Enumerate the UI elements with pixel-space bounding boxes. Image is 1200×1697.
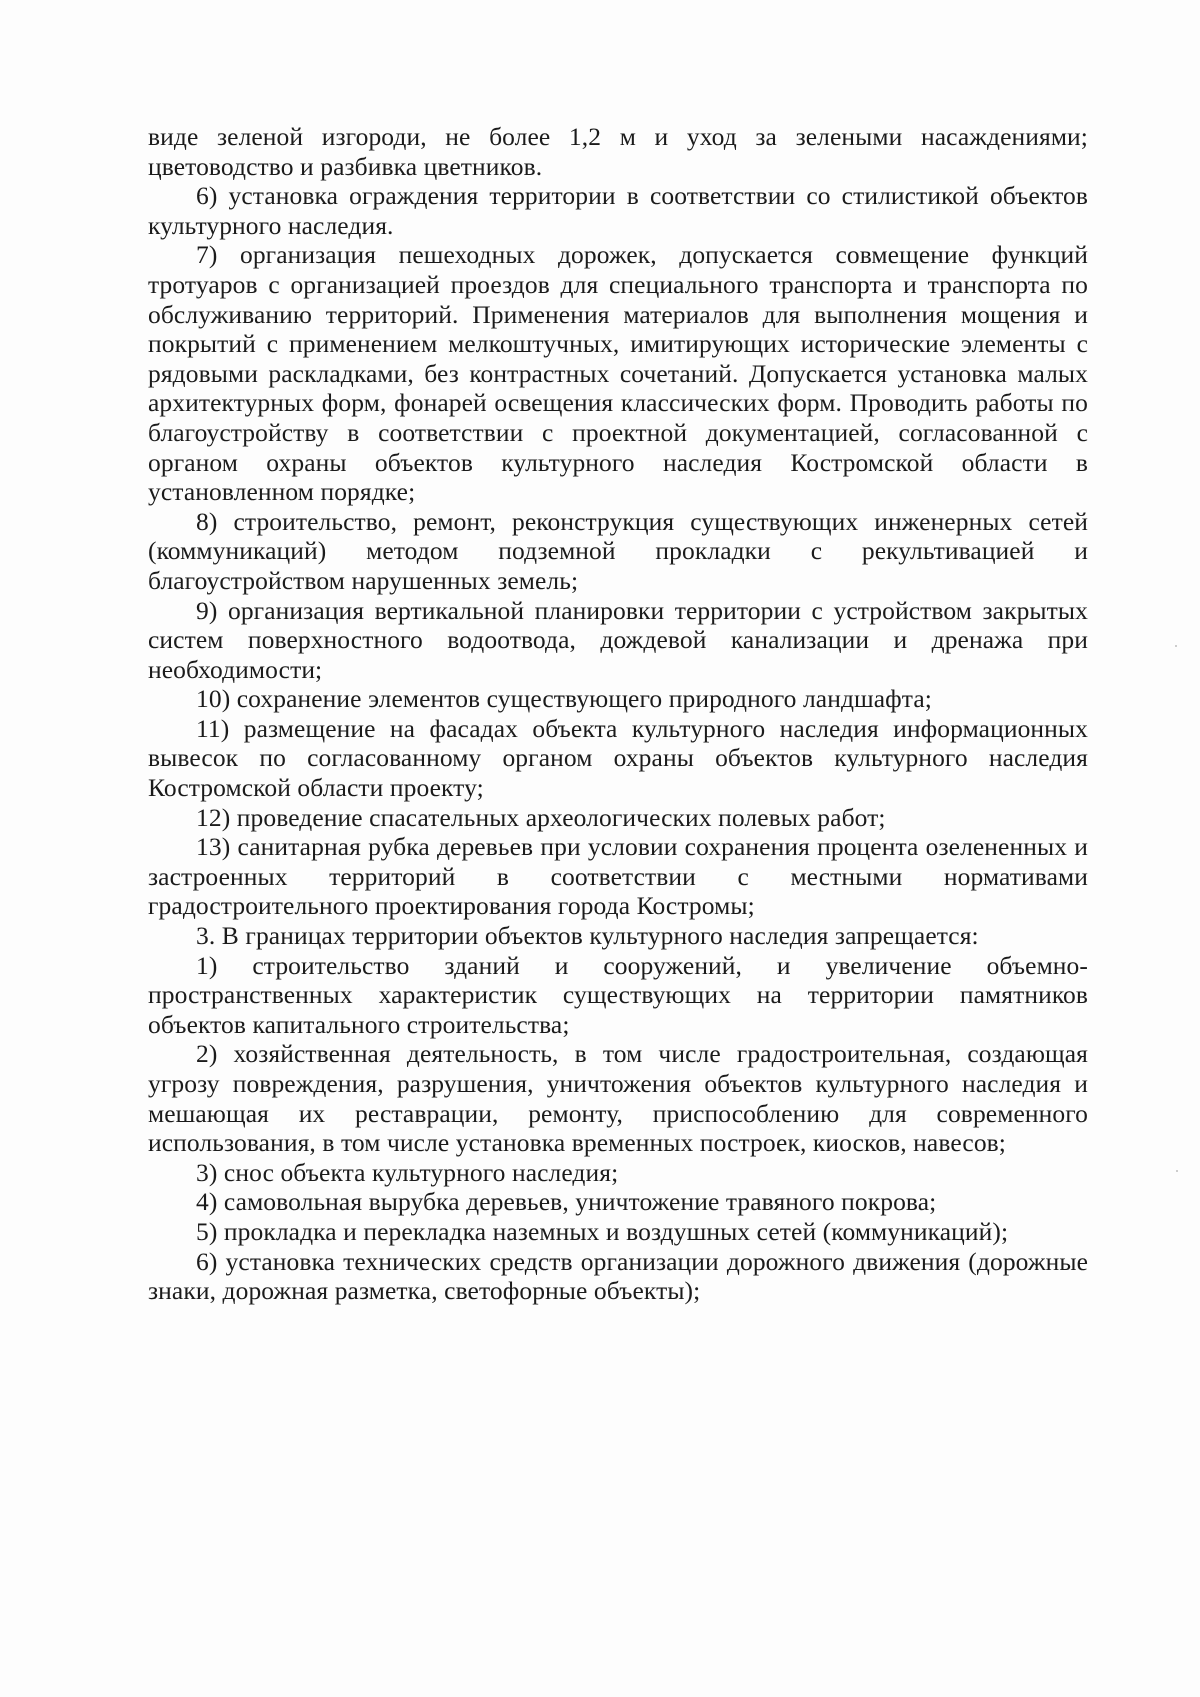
paragraph-item-6-fencing: 6) установка ограждения территории в соответствии со стилистикой объектов культурного наследия.	[148, 181, 1088, 240]
paragraph-prohibited-2-economic-activity: 2) хозяйственная деятельность, в том числе градостроительная, создающая угрозу повреждения, разрушения, уничтожения объектов культурного наследия и мешающая их реставрации, ремонту, приспособлению для современного использования, в том числе установка временных построек, киосков, навесов;	[148, 1039, 1088, 1158]
document-body	[148, 122, 1088, 1306]
scan-artifact	[1176, 1170, 1178, 1172]
paragraph-prohibited-3-demolition: 3) снос объекта культурного наследия;	[196, 1157, 619, 1187]
paragraph-item-11-signage: 11) размещение на фасадах объекта культурного наследия информационных вывесок по согласованному органом охраны объектов культурного наследия Костромской области проекту;	[148, 713, 1088, 803]
paragraph-prohibited-4-tree-cutting: 4) самовольная вырубка деревьев, уничтожение травяного покрова;	[196, 1187, 937, 1217]
paragraph-item-8-engineering-networks: 8) строительство, ремонт, реконструкция существующих инженерных сетей (коммуникаций) методом подземной прокладки с рекультивацией и благоустройством нарушенных земель;	[148, 506, 1088, 595]
paragraph-prohibited-6-traffic-means: 6) установка технических средств организации дорожного движения (дорожные знаки, дорожная разметка, светофорные объекты);	[148, 1246, 1088, 1306]
paragraph-item-9-vertical-planning: 9) организация вертикальной планировки территории с устройством закрытых систем поверхностного водоотвода, дождевой канализации и дренажа при необходимости;	[148, 595, 1088, 684]
scan-artifact	[1175, 645, 1177, 647]
paragraph-prohibited-1-construction: 1) строительство зданий и сооружений, и увеличение объемно-пространственных характеристик существующих на территории памятников объектов капитального строительства;	[148, 950, 1088, 1039]
paragraph-item-12-archaeology: 12) проведение спасательных археологических полевых работ;	[196, 802, 886, 832]
paragraph-item-7-pedestrian-paths: 7) организация пешеходных дорожек, допускается совмещение функций тротуаров с организацией проездов для специального транспорта и транспорта по обслуживанию территорий. Применения материалов для выполнения мощения и покрытий с применением мелкоштучных, имитирующих исторические элементы с рядовыми раскладками, без контрастных сочетаний. Допускается установка малых архитектурных форм, фонарей освещения классических форм. Проводить работы по благоустройству в соответствии с проектной документацией, согласованной с органом охраны объектов культурного наследия Костромской области в установленном порядке;	[148, 240, 1088, 507]
paragraph-continuation: виде зеленой изгороди, не более 1,2 м и уход за зелеными насаждениями; цветоводство и разбивка цветников.	[148, 122, 1088, 181]
paragraph-prohibited-5-networks: 5) прокладка и перекладка наземных и воздушных сетей (коммуникаций);	[196, 1216, 1009, 1246]
section-3-heading: 3. В границах территории объектов культурного наследия запрещается:	[196, 921, 979, 951]
paragraph-item-13-sanitary-felling: 13) санитарная рубка деревьев при условии сохранения процента озелененных и застроенных территорий в соответствии с местными нормативами градостроительного проектирования города Костромы;	[148, 832, 1088, 921]
paragraph-item-10-landscape: 10) сохранение элементов существующего природного ландшафта;	[196, 684, 932, 714]
